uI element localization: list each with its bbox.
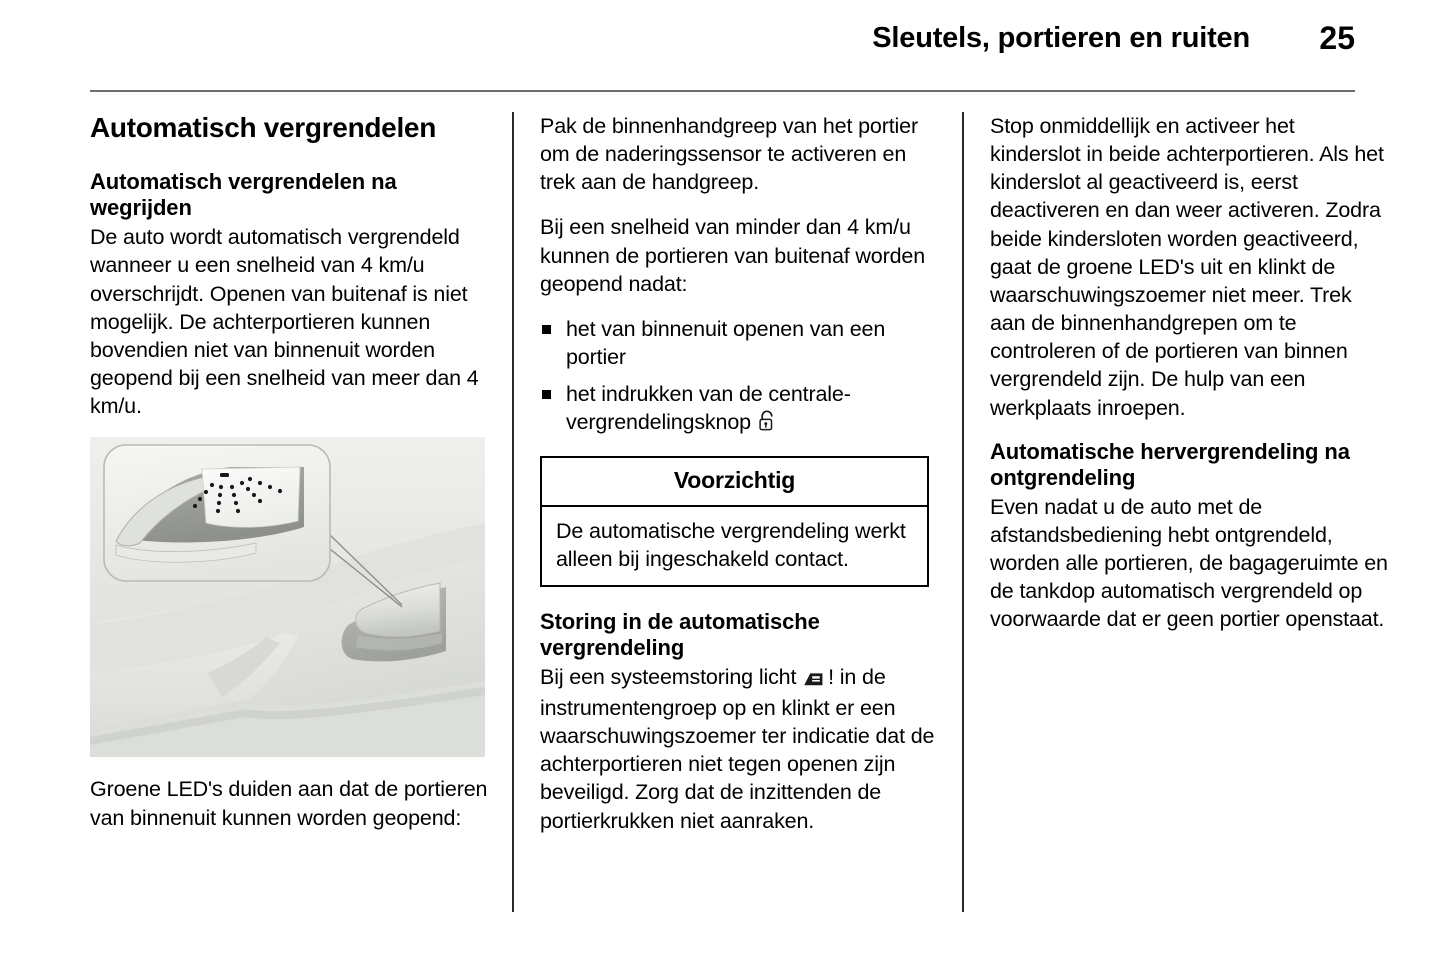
- section-title-automatisch-vergrendelen: Automatisch vergrendelen: [90, 112, 436, 143]
- page-header: [90, 22, 1355, 88]
- caution-box: [540, 456, 929, 587]
- paragraph-col2-body1: Pak de binnenhandgreep van het portier om de naderingssensor te activeren en trek aan de handgreep.: [540, 114, 919, 195]
- column-divider-rule-2: [962, 112, 964, 912]
- paragraph-col2-body3-part2: ! in de instrumentengroep op en klinkt er een waarschuwingszoemer ter indicatie dat de achterportieren niet tegen openen zijn beveiligd. Zorg dat de inzittenden de portierkrukken niet aanraken.: [540, 664, 935, 833]
- paragraph-col2-body2: Bij een snelheid van minder dan 4 km/u kunnen de portieren van buitenaf worden geopend nadat:: [540, 215, 926, 296]
- column-3: [990, 112, 1390, 650]
- column-divider-rule-1: [512, 112, 514, 912]
- paragraph-col3-body1: Stop onmiddellijk en activeer het kinderslot in beide achterportieren. Als het kinderslot al geactiveerd is, eerst deactiveren en dan weer activeren. Zodra beide kindersloten worden geactiveerd, gaat de groene LED's uit en klinkt de waarschuwingszoemer niet meer. Trek aan de binnenhandgrepen om te controleren of de portieren van binnen vergrendeld zijn. De hulp van een werkplaats inroepen.: [990, 114, 1384, 420]
- paragraph-col2-body3-part1: Bij een systeemstoring licht: [540, 664, 797, 689]
- subsection-title-hervergrendeling: Automatische hervergrendeling na ontgrendeling: [990, 438, 1350, 490]
- column-2: [540, 112, 940, 852]
- caution-body-text: De automatische vergrendeling werkt alleen bij ingeschakeld contact.: [556, 518, 906, 571]
- inset-detail-view: [104, 445, 330, 581]
- bullet-text: het van binnenuit openen van een portier: [566, 316, 886, 370]
- list-item: [540, 380, 940, 439]
- paragraph-col2-body3: [540, 663, 940, 835]
- bullet-text: het indrukken van de centrale-vergrendelingsknop: [566, 382, 851, 435]
- column-1: [90, 112, 490, 849]
- subsection-title-storing: Storing in de automatische vergrendeling: [540, 608, 820, 660]
- bullet-list-open-conditions: [540, 315, 940, 440]
- subsection-title-na-wegrijden: Automatisch vergrendelen na wegrijden: [90, 169, 397, 221]
- unlock-icon: [758, 410, 775, 439]
- header-divider-rule: [90, 90, 1355, 92]
- list-item: [540, 315, 940, 371]
- page-number: 25: [1319, 20, 1355, 56]
- paragraph-col1-body1: De auto wordt automatisch vergrendeld wanneer u een snelheid van 4 km/u overschrijdt. Openen van buitenaf is niet mogelijk. De achterportieren kunnen bovendien niet van binnenuit worden geopend bij een snelheid van meer dan 4 km/u.: [90, 225, 479, 419]
- caution-heading: Voorzichtig: [542, 458, 927, 507]
- car-door-illustration: [90, 437, 485, 757]
- page-title: Sleutels, portieren en ruiten: [872, 22, 1250, 54]
- door-ajar-warning-icon: [803, 666, 827, 694]
- figure-caption-col1: Groene LED's duiden aan dat de portieren van binnenuit kunnen worden geopend:: [90, 777, 488, 830]
- three-column-layout: [0, 112, 1445, 912]
- car-door-illustration-svg: [90, 437, 485, 757]
- led-indicator-panel: [202, 467, 300, 527]
- paragraph-col3-body2: Even nadat u de auto met de afstandsbediening hebt ontgrendeld, worden alle portieren, de bagageruimte en de tankdop automatisch vergrendeld op voorwaarde dat er geen portier openstaat.: [990, 494, 1388, 632]
